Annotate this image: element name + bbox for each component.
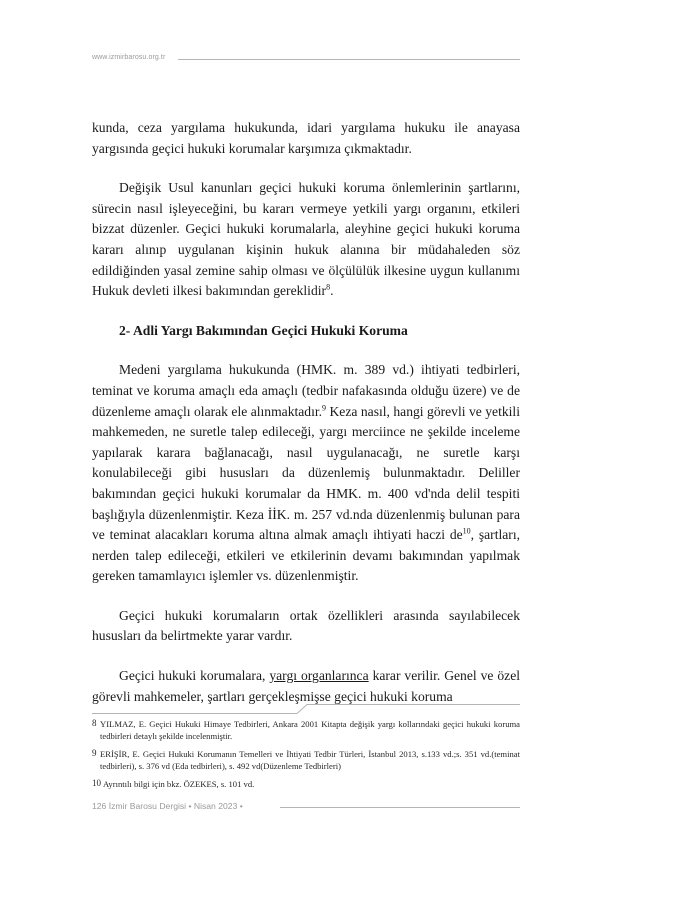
footnote-text: YILMAZ, E. Geçici Hukuki Himaye Tedbirleri, Ankara 2001 Kitapta değişik yargı kollarındaki geçici hukuki koruma tedbirleri detaylı şekilde incelenmiştir.	[100, 719, 520, 742]
footnote-text: ERİŞİR, E. Geçici Hukuki Korumanın Temelleri ve İhtiyati Tedbir Türleri, İstanbul 2013, s.133 vd.;s. 351 vd.(teminat tedbirleri), s. 376 vd (Eda tedbirleri), s. 492 vd(Düzenleme Tedbirleri)	[100, 748, 520, 772]
footer-page-info: 126 İzmir Barosu Dergisi • Nisan 2023 •	[92, 801, 243, 811]
footnotes	[92, 718, 520, 795]
footnote-separator	[92, 703, 520, 715]
paragraph-usul: Değişik Usul kanunları geçici hukuki koruma önlemlerinin şartlarını, sürecin nasıl işleyeceğini, bu kararı vermeye yetkili yargı organını, etkileri bizzat düzenler. Geçici hukuki korumalarla, aleyhine geçici hukuki koruma kararı alınıp uygulanan kişinin hukuk alanına bir müdahaleden söz edildiğinden yasal zemine sahip olması ve ölçülülük ilkesine uygun kullanımı Hukuk devleti ilkesi bakımından gereklidir$^8$.	[92, 180, 520, 299]
paragraph-ortak: Geçici hukuki korumaların ortak özellikleri arasında sayılabilecek hususları da belirtmekte yarar vardır.	[92, 607, 520, 644]
paragraph-hmk: Medeni yargılama hukukunda (HMK. m. 389 vd.) ihtiyati tedbirleri, teminat ve koruma amaçlı eda amaçlı (tedbir nafakasında olduğu üzere) ve de düzenleme amaçlı olarak ele alınmaktadır.$^9$ Keza nasıl, hangi görevli ve yetkili mahkemeden, ne suretle talep edileceği, yargı merciince ne şekilde inceleme yapılarak karara bağlanacağı, nasıl uygulanacağı, ne suretle karşı konulabileceği gibi hususları da düzenlemiş bulunmaktadır. Deliller bakımından geçici hukuki korumalar da HMK. m. 400 vd'nda delil tespiti başlığıyla düzenlenmiştir. Keza İİK. m. 257 vd.nda düzenlenmiş bulunan para ve teminat alacakları koruma altına almak amaçlı ihtiyati haczi $de^{10}$, şartları, nerden talep edileceği, etkileri ve etkilerinin devamı bakımından yapılmak gereken tamamlayıcı işlemler vs. düzenlenmiştir.	[92, 362, 520, 584]
running-footer	[92, 801, 520, 815]
footnote-ref-9[interactable]: 9	[322, 403, 327, 412]
underlined-phrase: yargı organlarınca	[269, 668, 369, 684]
paragraph-continued: kunda, ceza yargılama hukukunda, idari yargılama hukuku ile anayasa yargısında geçici hukuki korumalar karşımıza çıkmaktadır.	[92, 120, 520, 156]
footnote-ref-10[interactable]: 10	[462, 526, 471, 536]
paragraph-yargi: Geçici hukuki korumalara, yargı organlarınca karar verilir. Genel ve özel görevli mahkemeler, şartları gerçekleşmişse geçici hukuki koruma	[92, 668, 520, 704]
running-header	[92, 52, 520, 66]
footnote-number: 8	[92, 718, 97, 728]
footnote	[92, 718, 520, 743]
footnote	[92, 778, 520, 790]
body-text	[92, 118, 520, 707]
header-url: www.izmirbarosu.org.tr	[92, 54, 166, 61]
section-heading: 2- Adli Yargı Bakımından Geçici Hukuki Koruma	[119, 322, 408, 338]
footnote-number: 10	[92, 777, 101, 788]
footnote-text: Ayrıntılı bilgi için bkz. ÖZEKES, s. 101 vd.	[103, 778, 255, 789]
footnote-number: 9	[92, 747, 97, 758]
header-rule	[178, 59, 520, 60]
footnote-ref-8[interactable]: 8	[326, 282, 331, 292]
footnote	[92, 748, 520, 773]
footer-rule	[280, 807, 520, 808]
